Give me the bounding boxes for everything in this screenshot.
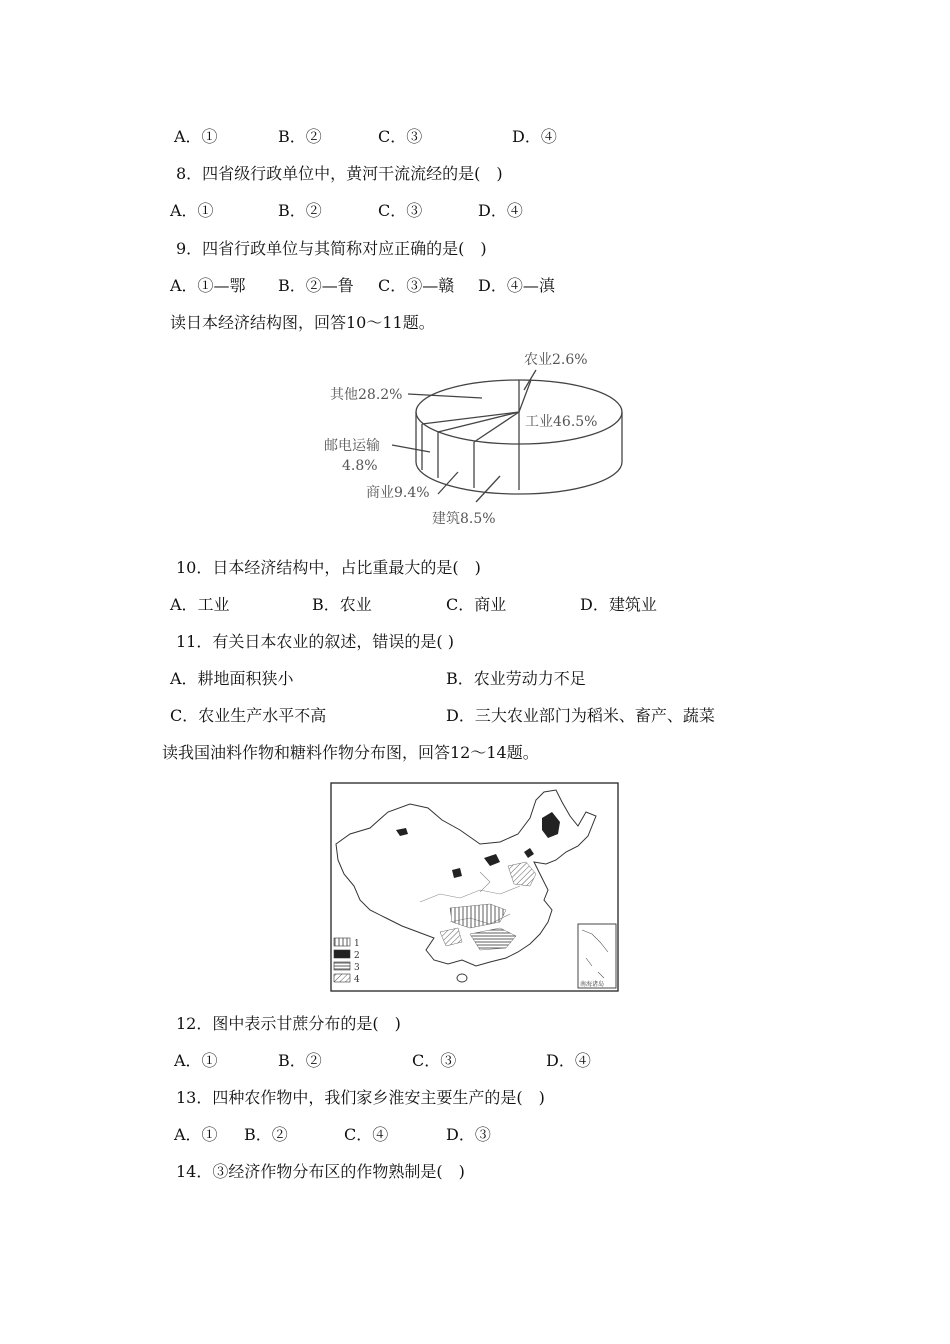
legend-label-1: 1: [354, 939, 360, 949]
legend-label-2: 2: [354, 951, 360, 961]
label-commerce: 商业9.4%: [366, 485, 430, 501]
divider-commerce-post: [438, 412, 519, 432]
q10-option-b: B．农业: [312, 595, 372, 614]
q12-option-c: C．③: [412, 1051, 457, 1070]
leader-other: [408, 394, 482, 398]
japan-economy-pie-chart: [310, 342, 630, 532]
label-post-line1: 邮电运输: [324, 438, 380, 454]
map-frame: [331, 783, 618, 991]
q7-option-c: C．③: [378, 127, 423, 146]
q7-option-a: A．①: [174, 127, 218, 146]
label-agri: 农业2.6%: [524, 352, 588, 368]
q9-option-c: C．③—赣: [378, 276, 455, 295]
q10-option-c: C．商业: [446, 595, 507, 614]
q14-stem: 14．③经济作物分布区的作物熟制是( ): [176, 1162, 465, 1181]
label-construction: 建筑8.5%: [432, 511, 496, 527]
label-other: 其他28.2%: [330, 387, 403, 403]
q13-stem: 13．四种农作物中，我们家乡淮安主要生产的是( ): [176, 1088, 545, 1107]
q13-option-c: C．④: [344, 1125, 389, 1144]
legend-swatch-4: [334, 974, 350, 982]
q8-option-d: D．④: [478, 201, 523, 220]
south-sea-inset: [578, 924, 616, 988]
q12-option-b: B．②: [278, 1051, 322, 1070]
q11-stem: 11．有关日本农业的叙述，错误的是( ): [176, 632, 454, 651]
q11-option-c: C．农业生产水平不高: [170, 706, 327, 725]
legend-swatch-3: [334, 962, 350, 970]
legend-swatch-1: [334, 938, 350, 946]
leader-construction: [476, 476, 500, 502]
q11-option-a: A．耕地面积狭小: [170, 669, 294, 688]
legend-swatch-2: [334, 950, 350, 958]
intro-china-crops: 读我国油料作物和糖料作物分布图，回答12～14题。: [162, 743, 539, 762]
q9-stem: 9．四省行政单位与其简称对应正确的是( ): [176, 239, 487, 258]
q13-option-d: D．③: [446, 1125, 491, 1144]
q12-stem: 12．图中表示甘蔗分布的是( ): [176, 1014, 401, 1033]
q11-option-b: B．农业劳动力不足: [446, 669, 586, 688]
label-post-line2: 4.8%: [342, 458, 378, 474]
inset-label: 南海诸岛: [580, 981, 605, 988]
q8-option-a: A．①: [170, 201, 214, 220]
leader-post: [392, 445, 430, 452]
intro-japan-economy: 读日本经济结构图，回答10～11题。: [170, 313, 435, 332]
legend-label-4: 4: [354, 975, 360, 985]
q8-option-b: B．②: [278, 201, 322, 220]
label-industry: 工业46.5%: [525, 414, 598, 430]
q13-option-a: A．①: [174, 1125, 218, 1144]
q9-option-d: D．④—滇: [478, 276, 555, 295]
divider-industry-agri: [519, 380, 531, 412]
legend-label-3: 3: [354, 963, 360, 973]
q9-option-b: B．②—鲁: [278, 276, 354, 295]
q8-stem: 8．四省级行政单位中，黄河干流流经的是( ): [176, 164, 503, 183]
q10-option-d: D．建筑业: [580, 595, 657, 614]
q8-option-c: C．③: [378, 201, 423, 220]
q10-option-a: A．工业: [170, 595, 230, 614]
china-crops-map: [330, 782, 620, 994]
q12-option-d: D．④: [546, 1051, 591, 1070]
q11-option-d: D．三大农业部门为稻米、畜产、蔬菜: [446, 706, 715, 725]
q10-stem: 10．日本经济结构中，占比重最大的是( ): [176, 558, 481, 577]
q12-option-a: A．①: [174, 1051, 218, 1070]
q7-option-b: B．②: [278, 127, 322, 146]
q9-option-a: A．①—鄂: [170, 276, 246, 295]
q7-option-d: D．④: [512, 127, 557, 146]
q13-option-b: B．②: [244, 1125, 288, 1144]
